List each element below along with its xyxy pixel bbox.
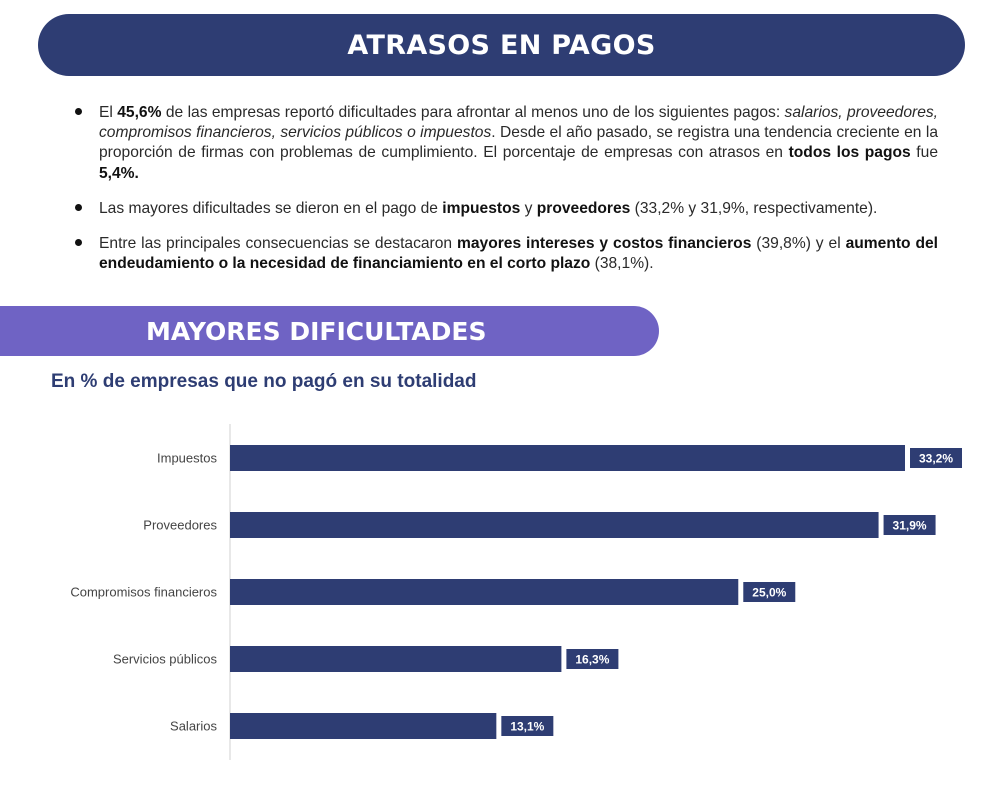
bullet-text: El: [99, 104, 118, 121]
bullet-text: . Desde el año pasado, se registra una tendencia creciente en la proporción de firmas con problemas de cumplimiento. El porcentaje de empresas con atrasos en: [99, 124, 938, 162]
bullet-text: impuestos: [442, 199, 521, 217]
value-label: 25,0%: [752, 585, 787, 600]
section-banner: [0, 306, 659, 356]
bullet-text: de las empresas reportó dificultades para afrontar al menos uno de los siguientes pagos:: [161, 104, 785, 121]
bullet-text: y: [520, 199, 537, 217]
value-label: 13,1%: [510, 719, 545, 734]
bullet-text: todos los pagos: [788, 144, 911, 162]
section-title: MAYORES DIFICULTADES: [146, 316, 487, 346]
category-label: Proveedores: [143, 517, 217, 533]
category-label: Servicios públicos: [112, 651, 217, 667]
bullet-text: (33,2% y 31,9%, respectivamente).: [630, 199, 878, 217]
category-label: Compromisos financieros: [70, 584, 217, 600]
bullet-text: (38,1%).: [590, 255, 654, 273]
bullet-text: 45,6%: [117, 104, 162, 121]
bullet-text: Entre las principales consecuencias se destacaron: [99, 235, 457, 253]
chart-subtitle: En % de empresas que no pagó en su totalidad: [51, 371, 477, 392]
category-label: Salarios: [170, 718, 217, 734]
bullet-text: salarios, proveedores, compromisos financieros, servicios públicos o impuestos: [99, 104, 938, 142]
header-banner: [38, 14, 965, 76]
bullet-item: [72, 103, 938, 184]
bullet-text: fue: [910, 144, 938, 162]
bullet-item: [72, 234, 938, 274]
bar: [230, 646, 561, 672]
bullet-text: Las mayores dificultades se dieron en el pago de: [99, 199, 443, 217]
bar: [230, 713, 496, 739]
bar-chart: [0, 410, 1000, 780]
page-title: ATRASOS EN PAGOS: [347, 29, 656, 61]
bullet-list: [72, 103, 938, 289]
value-label: 33,2%: [918, 451, 954, 466]
bars-group: [70, 445, 962, 739]
bullet-text: mayores intereses y costos financieros: [456, 235, 752, 253]
bullet-text: aumento del endeudamiento o la necesidad de financiamiento en el corto plazo: [99, 235, 938, 273]
value-label: 16,3%: [575, 652, 610, 667]
bar: [230, 445, 905, 471]
bar: [230, 579, 738, 605]
value-label: 31,9%: [892, 518, 927, 533]
bullet-item: [72, 199, 938, 219]
bullet-text: 5,4%.: [99, 164, 139, 182]
bullet-text: proveedores: [536, 199, 631, 217]
bar: [230, 512, 879, 538]
category-label: Impuestos: [157, 450, 217, 466]
bullet-text: (39,8%) y el: [751, 235, 846, 253]
